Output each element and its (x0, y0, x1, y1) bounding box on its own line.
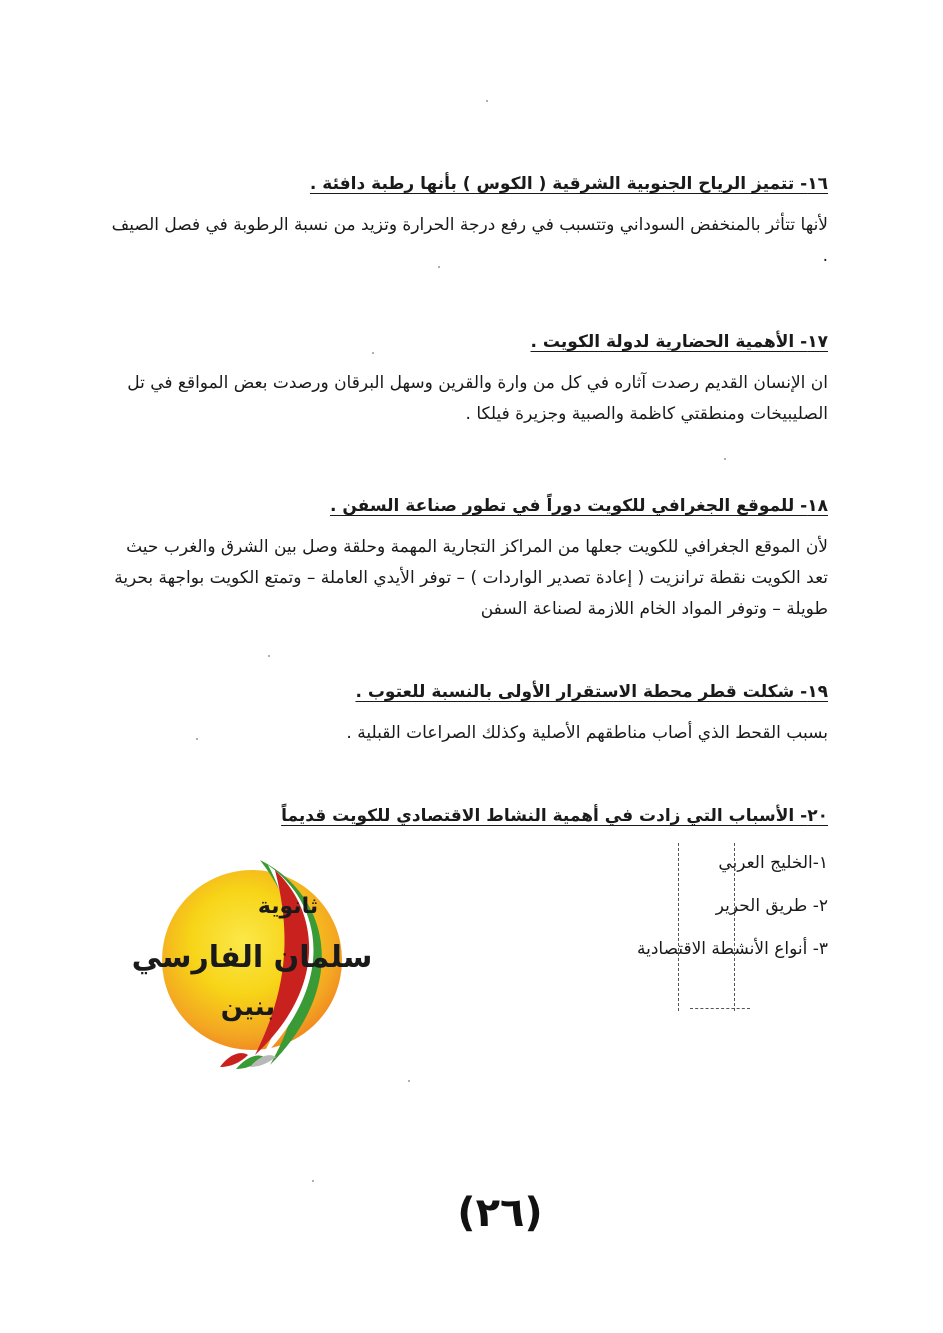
scan-speck (372, 352, 374, 354)
question-title: ١٧- الأهمية الحضارية لدولة الكويت . (530, 332, 828, 352)
scan-speck (312, 1180, 314, 1182)
question-title: ١٩- شكلت قطر محطة الاستقرار الأولى بالنسبة للعتوب . (355, 682, 828, 702)
question-title: ١٦- تتميز الرياح الجنوبية الشرقية ( الكوس ) بأنها رطبة دافئة . (309, 174, 828, 194)
question-title: ٢٠- الأسباب التي زادت في أهمية النشاط الاقتصادي للكويت قديماً (281, 806, 828, 826)
question-title: ١٨- للموقع الجغرافي للكويت دوراً في تطور صناعة السفن . (329, 496, 828, 516)
logo-text-line3: بنين (220, 992, 276, 1022)
question-answer: ان الإنسان القديم رصدت آثاره في كل من وارة والقرين وسهل البرقان ورصدت بعض المواقع في تل الصليبيخات ومنطقتي كاظمة والصبية وجزيرة فيلكا . (127, 373, 828, 424)
question-answer: لأنها تتأثر بالمنخفض السوداني وتتسبب في رفع درجة الحرارة وتزيد من نسبة الرطوبة في فصل الصيف . (111, 215, 828, 266)
logo-text-line2: سلمان الفارسي (131, 940, 373, 975)
scan-speck (486, 100, 488, 102)
school-logo (131, 855, 373, 1075)
question-answer: لأن الموقع الجغرافي للكويت جعلها من المراكز التجارية المهمة وحلقة وصل بين الشرق والغرب حيث تعد الكويت نقطة ترانزيت ( إعادة تصدير الواردات ) – توفر الأيدي العاملة – وتمتع الكويت بواجهة بحرية طويلة – وتوفر المواد الخام اللازمة لصناعة السفن (114, 537, 828, 619)
question-19 (108, 680, 828, 749)
list-item: ١-الخليج العربي (718, 853, 828, 873)
scan-speck (724, 458, 726, 460)
scan-speck (268, 655, 270, 657)
scan-speck (438, 266, 440, 268)
question-answer: بسبب القحط الذي أصاب مناطقهم الأصلية وكذلك الصراعات القبلية . (346, 723, 828, 743)
question-16 (108, 172, 828, 272)
page-number: (٢٦) (457, 1190, 543, 1236)
scan-speck (196, 738, 198, 740)
stamp-box-base (690, 1008, 750, 1009)
stamp-box-outline (678, 843, 735, 1011)
question-18 (108, 494, 828, 625)
scan-speck (408, 1080, 410, 1082)
list-item: ٣- أنواع الأنشطة الاقتصادية (637, 939, 828, 959)
question-17 (108, 330, 828, 430)
logo-text-line1: ثانوية (257, 894, 319, 919)
list-item: ٢- طريق الحرير (715, 896, 828, 916)
